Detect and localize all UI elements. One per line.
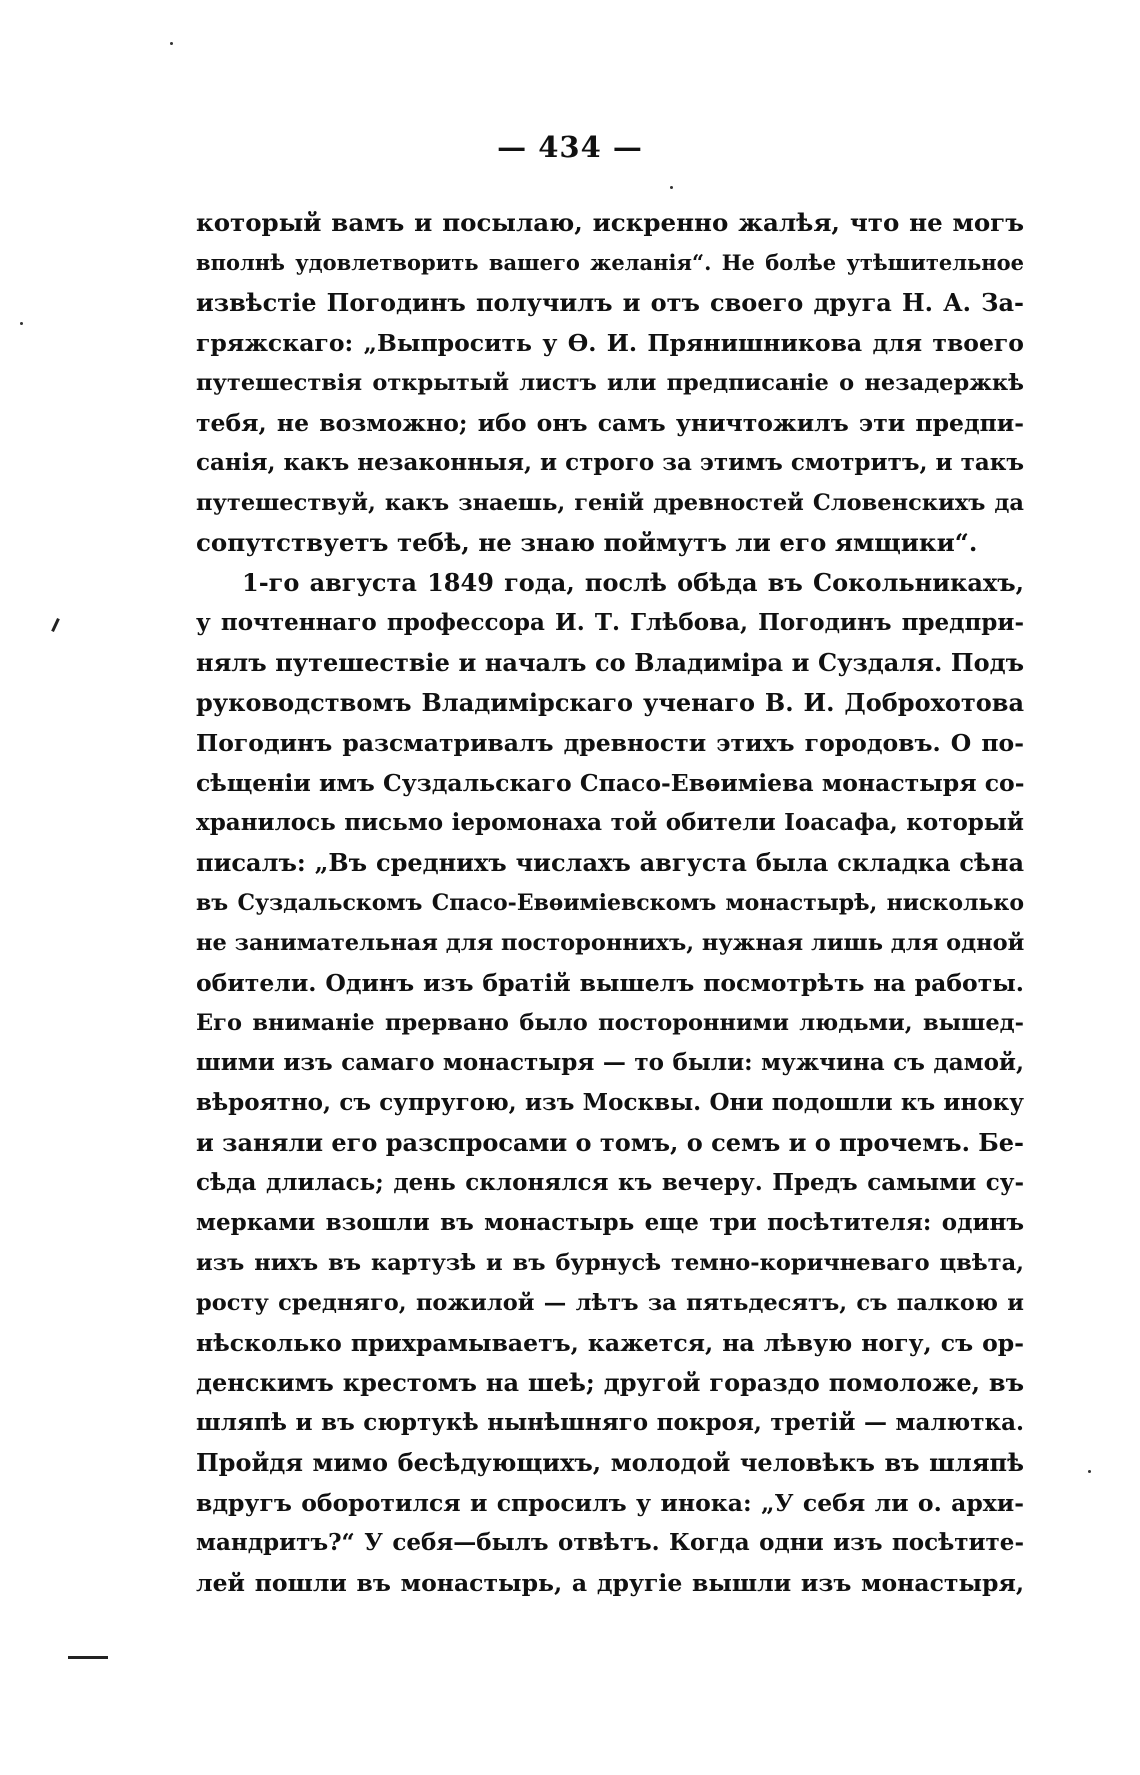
text-line: Пройдя мимо бесѣдующихъ, молодой человѣкъ въ шляпѣ	[196, 1448, 1024, 1477]
scan-speck	[1088, 1470, 1091, 1473]
text-line: не занимательная для постороннихъ, нужная лишь для одной	[196, 930, 1025, 956]
paragraph-start-line: 1-го августа 1849 года, послѣ обѣда въ Сокольникахъ,	[242, 568, 1024, 597]
scan-speck	[20, 322, 23, 325]
text-line: нѣсколько прихрамываетъ, кажется, на лѣвую ногу, съ ор-	[196, 1329, 1024, 1357]
text-line: лей пошли въ монастырь, а другіе вышли изъ монастыря,	[196, 1569, 1024, 1597]
text-line: у почтеннаго профессора И. Т. Глѣбова, Погодинъ предпри-	[196, 609, 1024, 636]
text-line: сопутствуетъ тебѣ, не знаю поймутъ ли его ямщики“.	[196, 528, 978, 557]
text-line: гряжскаго: „Выпросить у Ѳ. И. Прянишникова для твоего	[196, 329, 1024, 357]
page-number: — 434 —	[497, 130, 643, 164]
text-line: путешествуй, какъ знаешь, геній древностей Словенскихъ да	[196, 490, 1024, 516]
text-line: который вамъ и посылаю, искренно жалѣя, что не могъ	[196, 208, 1024, 237]
text-line: санія, какъ незаконныя, и строго за этимъ смотритъ, и такъ	[196, 449, 1024, 476]
text-line: мерками взошли въ монастырь еще три посѣтителя: одинъ	[196, 1209, 1024, 1236]
text-line: сѣда длилась; день склонялся къ вечеру. Предъ самыми су-	[196, 1169, 1024, 1196]
text-line: мандритъ?“ У себя—былъ отвѣтъ. Когда одни изъ посѣтите-	[196, 1529, 1024, 1556]
text-line: нялъ путешествіе и началъ со Владиміра и Суздаля. Подъ	[196, 648, 1024, 677]
text-line: путешествія открытый листъ или предписаніе о незадержкѣ	[196, 370, 1024, 396]
text-line: хранилось письмо іеромонаха той обители Іоасафа, который	[196, 809, 1024, 836]
text-line: Его вниманіе прервано было посторонними людьми, вышед-	[196, 1010, 1024, 1036]
text-line: въ Суздальскомъ Спасо-Евѳиміевскомъ монастырѣ, нисколько	[196, 890, 1024, 916]
text-line: Погодинъ разсматривалъ древности этихъ городовъ. О по-	[196, 729, 1024, 757]
text-line: руководствомъ Владимірскаго ученаго В. И. Доброхотова	[196, 688, 1024, 717]
body-text	[196, 203, 1024, 1603]
scan-speck	[670, 186, 673, 189]
text-line: вполнѣ удовлетворить вашего желанія“. Не болѣе утѣшительное	[196, 250, 1024, 275]
text-line: и заняли его разспросами о томъ, о семъ и о прочемъ. Бе-	[196, 1128, 1025, 1157]
text-line: росту средняго, пожилой — лѣтъ за пятьдесятъ, съ палкою и	[196, 1290, 1024, 1316]
text-line: писалъ: „Въ среднихъ числахъ августа была складка сѣна	[196, 848, 1024, 877]
text-line: вѣроятно, съ супругою, изъ Москвы. Они подошли къ иноку	[196, 1089, 1024, 1116]
text-line: вдругъ оборотился и спросилъ у инока: „У себя ли о. архи-	[196, 1489, 1024, 1517]
text-line: денскимъ крестомъ на шеѣ; другой гораздо помоложе, въ	[196, 1368, 1024, 1397]
margin-dash-mark	[68, 1656, 108, 1659]
text-line: шими изъ самаго монастыря — то были: мужчина съ дамой,	[196, 1049, 1024, 1076]
margin-tick-mark	[51, 618, 60, 632]
text-line: сѣщеніи имъ Суздальскаго Спасо-Евѳиміева монастыря со-	[196, 769, 1025, 797]
text-line: тебя, не возможно; ибо онъ самъ уничтожилъ эти предпи-	[196, 409, 1024, 437]
text-line: изъ нихъ въ картузѣ и въ бурнусѣ темно-коричневаго цвѣта,	[196, 1250, 1024, 1276]
scan-speck	[170, 42, 173, 45]
text-line: извѣстіе Погодинъ получилъ и отъ своего друга Н. А. За-	[196, 288, 1024, 317]
text-line: шляпѣ и въ сюртукѣ нынѣшняго покроя, третій — малютка.	[196, 1409, 1024, 1436]
text-line: обители. Одинъ изъ братій вышелъ посмотрѣть на работы.	[196, 969, 1024, 997]
